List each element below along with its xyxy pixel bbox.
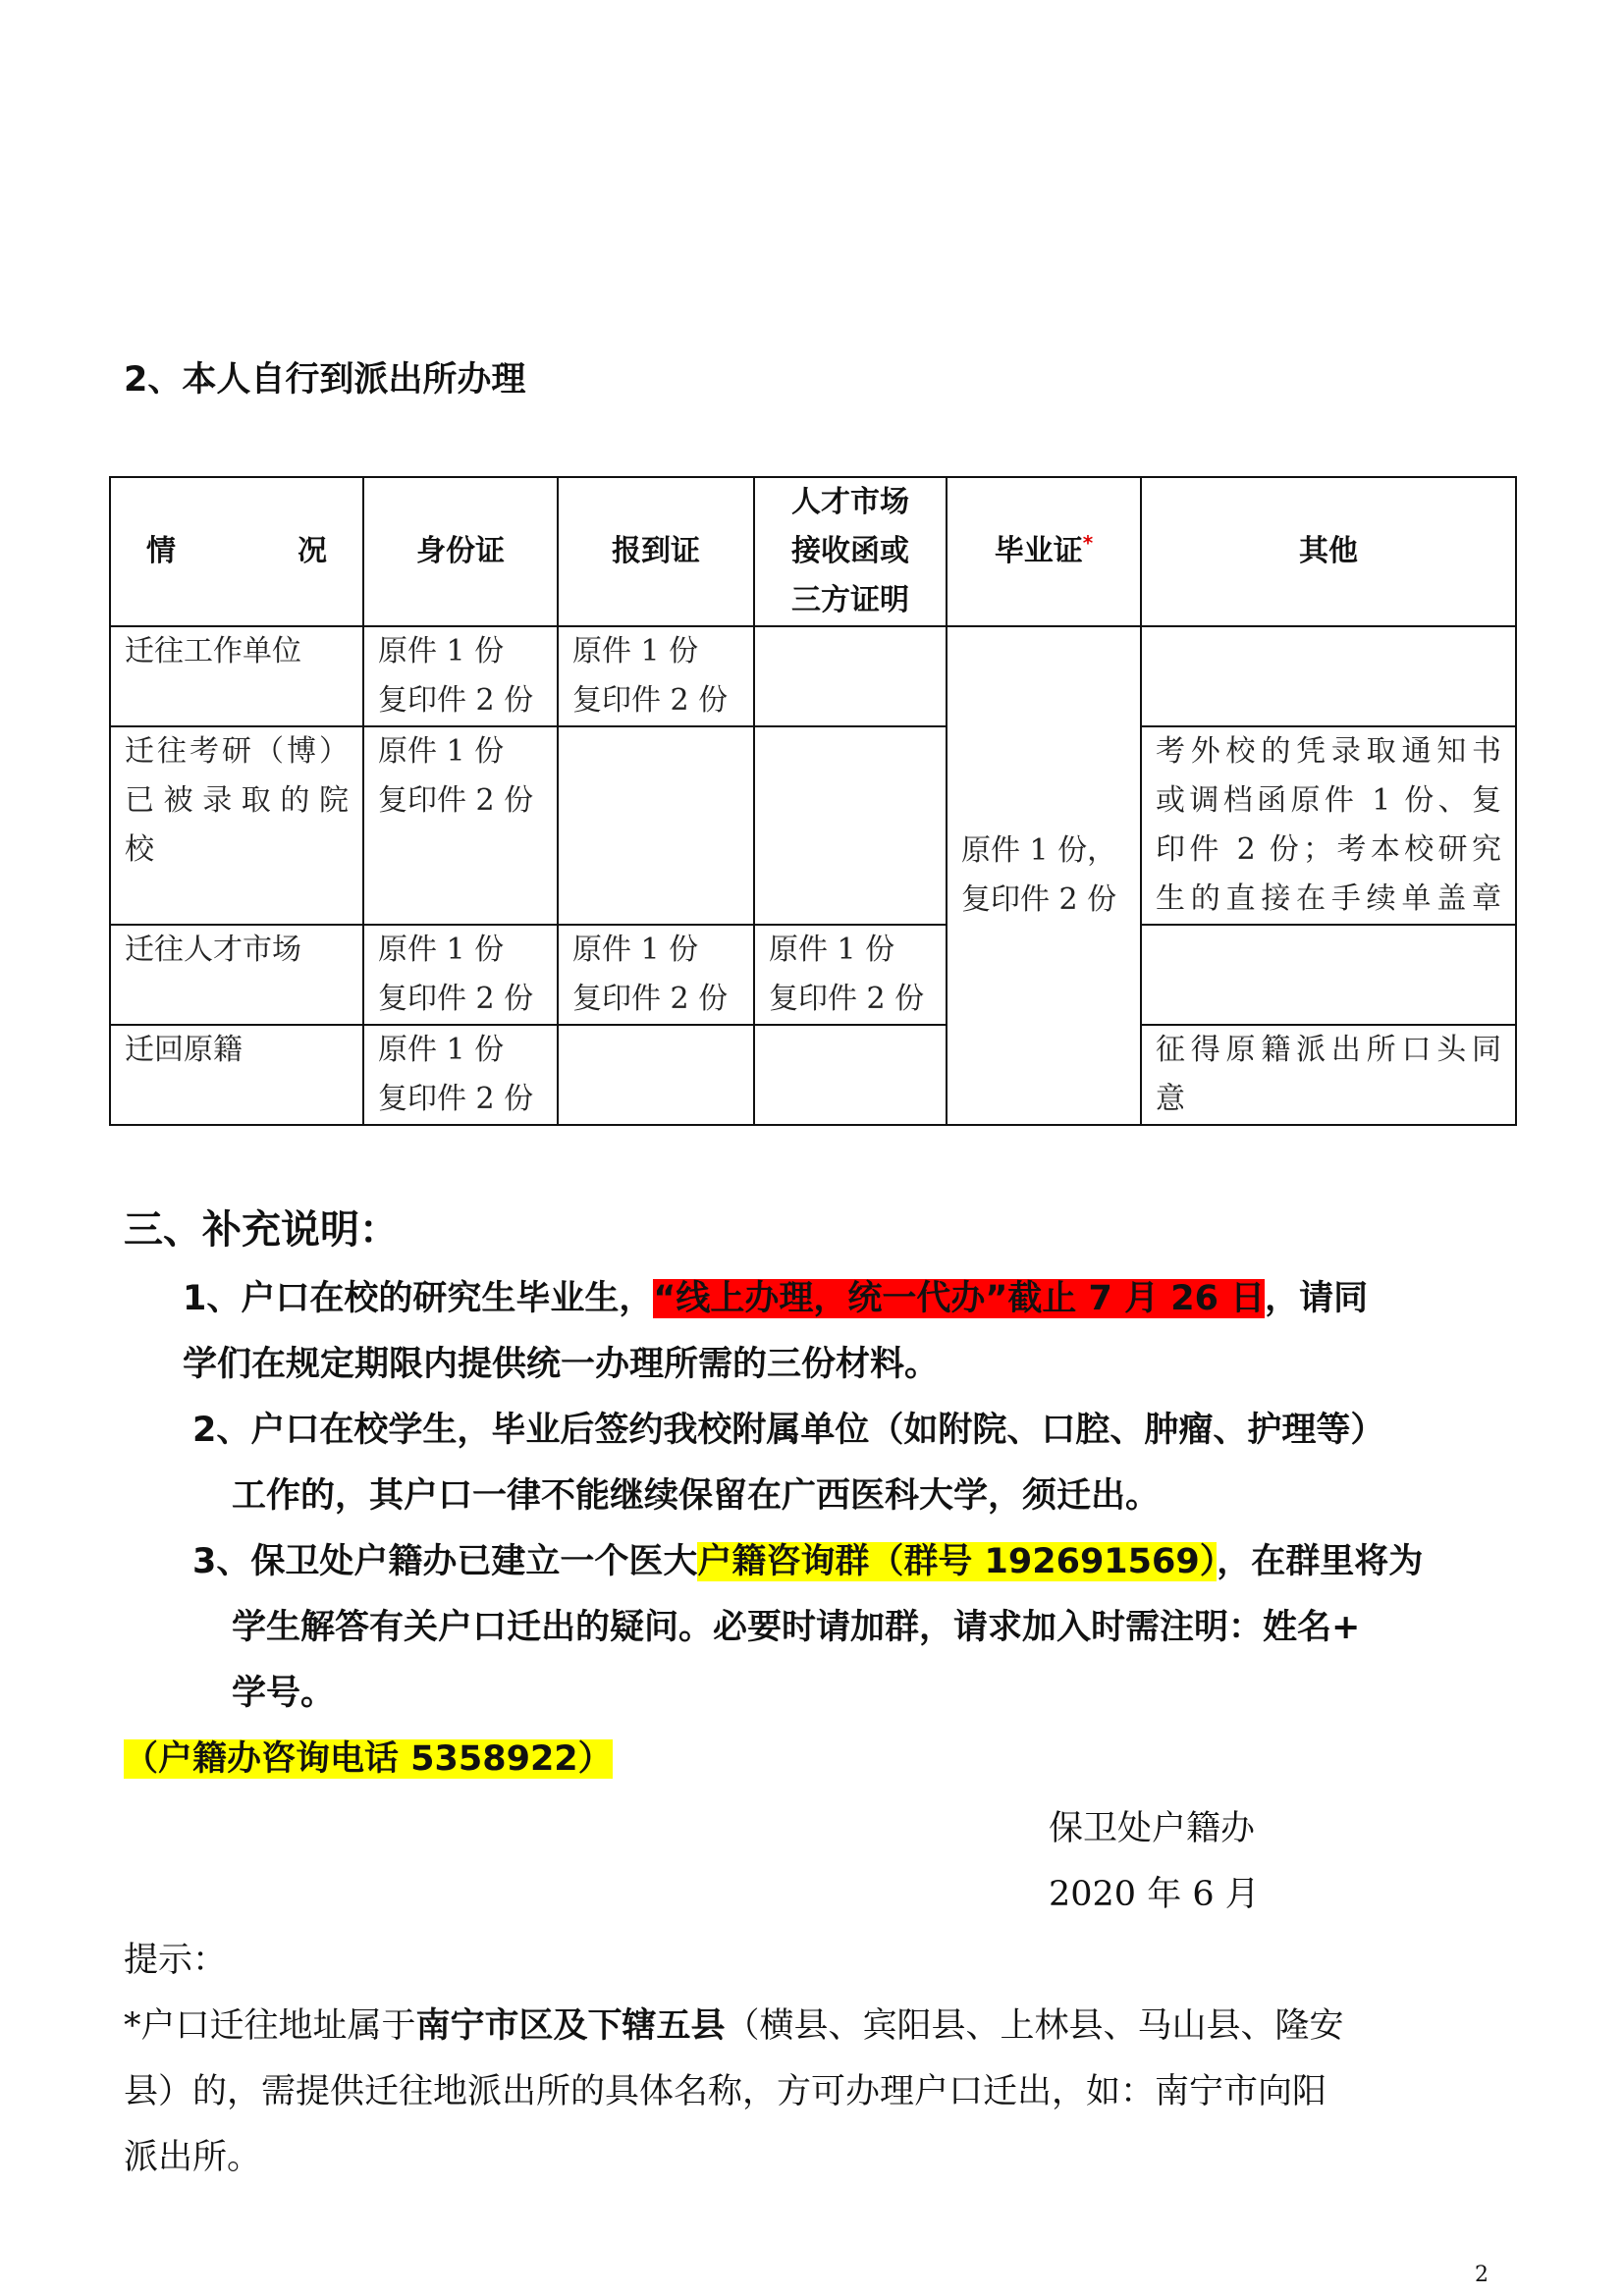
cell-id-card: 原件 1 份 复印件 2 份: [363, 726, 558, 925]
page-number: 2: [1475, 2263, 1489, 2287]
table-row: [110, 626, 1516, 726]
tip-line-2: 县）的，需提供迁往地派出所的具体名称，方可办理户口迁出，如：南宁市向阳: [124, 2072, 1327, 2111]
supplement-item-3-cont: 学生解答有关户口迁出的疑问。必要时请加群，请求加入时需注明：姓名+: [232, 1608, 1361, 1647]
cell-id-card: 原件 1 份 复印件 2 份: [363, 1025, 558, 1125]
cell-situation: 迁回原籍: [110, 1025, 363, 1125]
tip-line-3: 派出所。: [124, 2138, 262, 2177]
table-header-row: [110, 477, 1516, 626]
supplement-item-3-cont: 学号。: [232, 1674, 336, 1713]
cell-talent-market: 原件 1 份 复印件 2 份: [754, 925, 947, 1025]
deadline-highlight: “线上办理，统一代办”截止 7 月 26 日: [653, 1279, 1266, 1318]
header-diploma: 毕业证*: [947, 477, 1141, 626]
cell-situation: 迁往人才市场: [110, 925, 363, 1025]
table-row: [110, 726, 1516, 925]
cell-situation: 迁往考研（博） 已被录取的院 校: [110, 726, 363, 925]
header-talent-market: 人才市场 接收函或 三方证明: [754, 477, 947, 626]
header-id-card: 身份证: [363, 477, 558, 626]
header-situation: 情 况: [110, 477, 363, 626]
cell-report-card: [558, 1025, 754, 1125]
cell-report-card: 原件 1 份 复印件 2 份: [558, 626, 754, 726]
supplement-item-2: 2、户口在校学生，毕业后签约我校附属单位（如附院、口腔、肿瘤、护理等）: [192, 1411, 1385, 1450]
tip-label: 提示：: [124, 1941, 228, 1980]
cell-report-card: [558, 726, 754, 925]
cell-diploma-merged: 原件 1 份， 复印件 2 份: [947, 626, 1141, 1125]
requirements-table: [109, 476, 1517, 1126]
table-row: [110, 1025, 1516, 1125]
supplement-item-3: 3、保卫处户籍办已建立一个医大户籍咨询群（群号 192691569），在群里将为: [192, 1542, 1424, 1581]
cell-talent-market: [754, 1025, 947, 1125]
signature-date: 2020 年 6 月: [1049, 1875, 1260, 1914]
supplement-title: 三、补充说明：: [124, 1206, 399, 1253]
cell-situation: 迁往工作单位: [110, 626, 363, 726]
cell-other: 考外校的凭录取通知书 或调档函原件 1 份、复 印件 2 份；考本校研究 生的直接在手续单盖章: [1141, 726, 1516, 925]
tip-line-1: *户口迁往地址属于南宁市区及下辖五县（横县、宾阳县、上林县、马山县、隆安: [124, 2006, 1344, 2046]
asterisk-mark: *: [1082, 531, 1094, 555]
tip-bold-region: 南宁市区及下辖五县: [415, 2006, 726, 2046]
consult-phone: [124, 1727, 613, 1792]
cell-talent-market: [754, 726, 947, 925]
supplement-item-2-cont: 工作的，其户口一律不能继续保留在广西医科大学，须迁出。: [232, 1476, 1161, 1516]
header-other: 其他: [1141, 477, 1516, 626]
cell-talent-market: [754, 626, 947, 726]
qq-group-highlight: 户籍咨询群（群号 192691569）: [697, 1542, 1218, 1581]
table-row: [110, 925, 1516, 1025]
cell-other: [1141, 626, 1516, 726]
cell-id-card: 原件 1 份 复印件 2 份: [363, 925, 558, 1025]
cell-other: 征得原籍派出所口头同 意: [1141, 1025, 1516, 1125]
cell-id-card: 原件 1 份 复印件 2 份: [363, 626, 558, 726]
signature-office: 保卫处户籍办: [1049, 1809, 1256, 1848]
supplement-item-1-cont: 学们在规定期限内提供统一办理所需的三份材料。: [183, 1345, 940, 1384]
section-heading: 2、本人自行到派出所办理: [124, 360, 526, 400]
cell-other: [1141, 925, 1516, 1025]
cell-report-card: 原件 1 份 复印件 2 份: [558, 925, 754, 1025]
header-report-card: 报到证: [558, 477, 754, 626]
supplement-item-1: 1、户口在校的研究生毕业生，“线上办理，统一代办”截止 7 月 26 日，请同: [183, 1279, 1369, 1318]
phone-highlight: （户籍办咨询电话 5358922）: [124, 1739, 613, 1779]
